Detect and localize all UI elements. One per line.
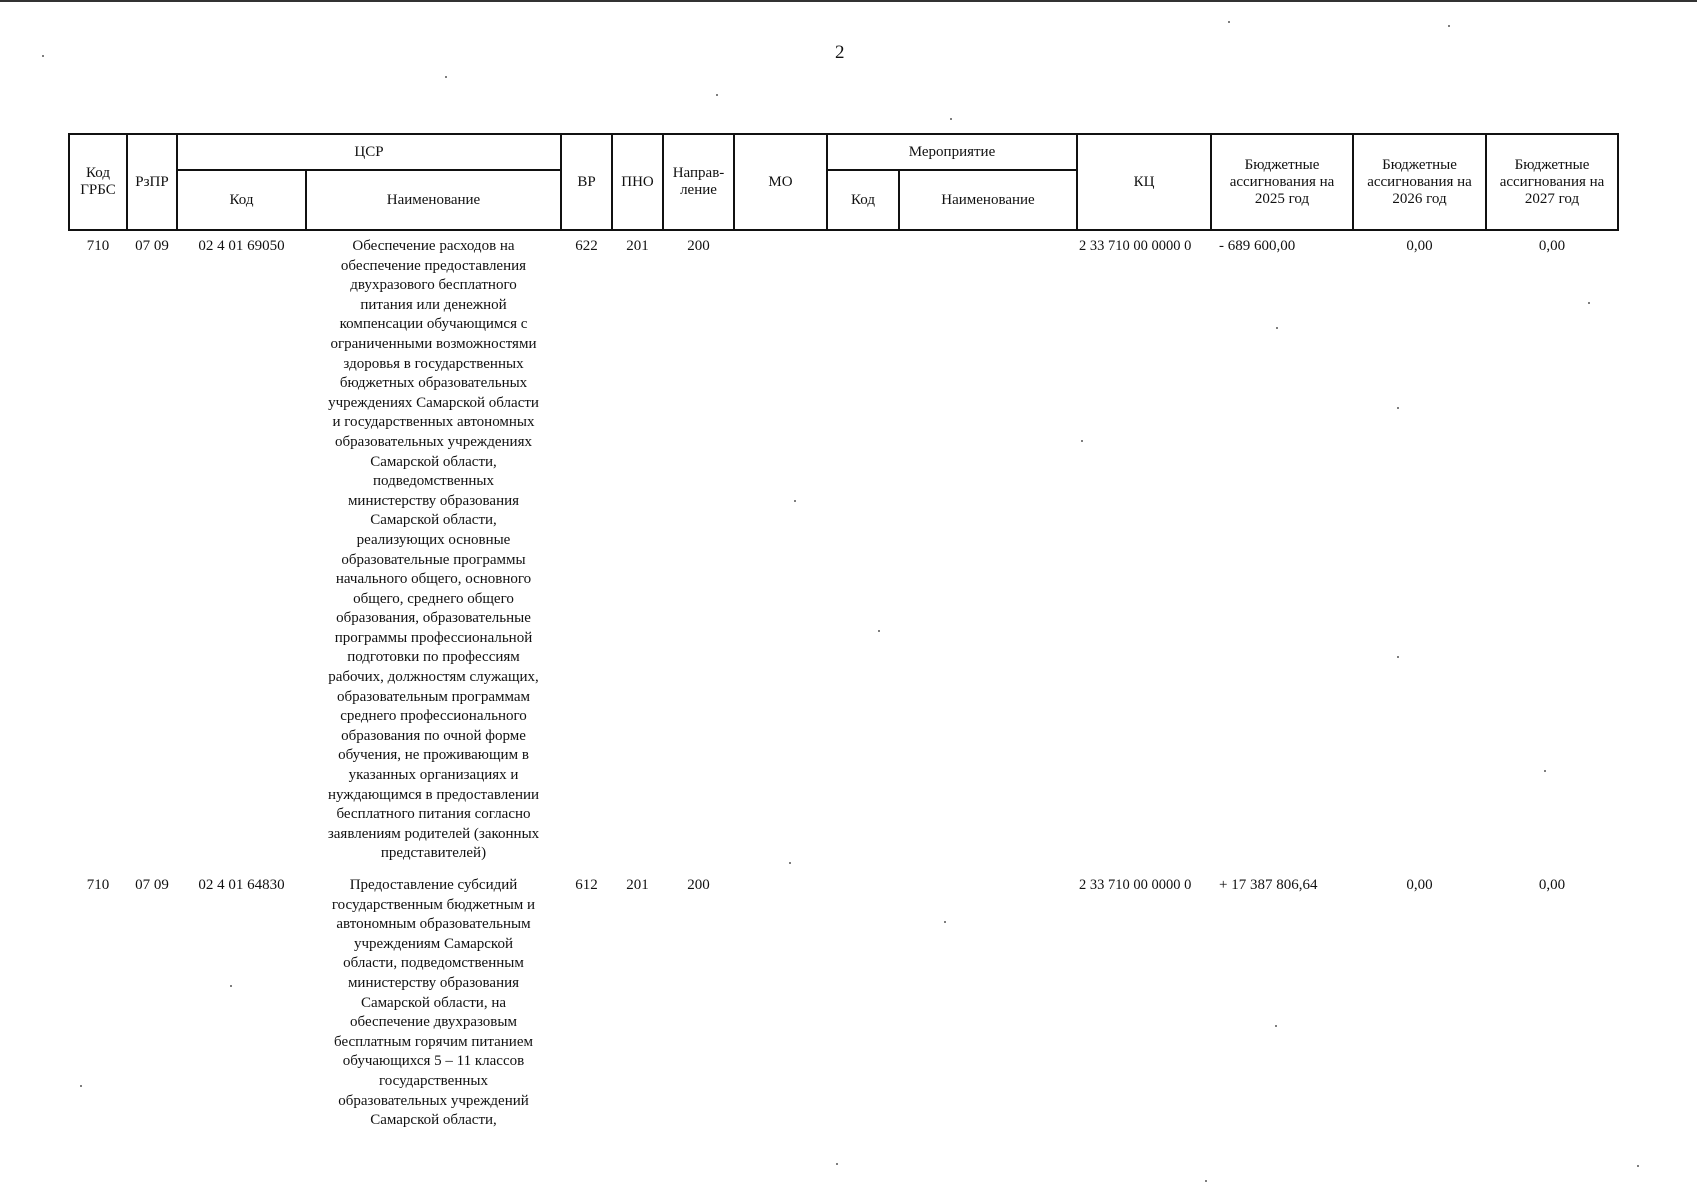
cell-mer-name [899,864,1077,1131]
cell-csr-name [306,864,561,1131]
name-line: государственных [379,1072,488,1089]
name-line: автономным образовательным [336,916,531,933]
scan-speck [716,94,718,96]
cell-budget-2027: 0,00 [1538,238,1566,254]
name-line: рабочих, должностям служащих, [328,669,539,686]
cell-rzpr: 07 09 [135,877,169,893]
name-line: образовательных учреждениях [335,433,532,450]
scan-speck [1448,25,1450,27]
name-line: обучения, не проживающим в [338,747,529,764]
scan-speck [1588,302,1590,304]
scan-speck [1205,1180,1207,1182]
name-line: образовательных учреждений [338,1092,529,1109]
name-line: обучающихся 5 – 11 классов [342,1053,525,1070]
scan-speck [950,118,952,120]
cell-mer-kod [827,230,899,864]
scan-speck [1544,770,1546,772]
name-line: компенсации обучающимся с [339,316,528,333]
scan-speck [794,500,796,502]
name-line: обеспечение двухразовым [350,1014,517,1031]
scan-speck [1275,1025,1277,1027]
cell-vr: 612 [575,877,598,893]
name-line: питания или денежной [360,296,507,313]
cell-csr-name [306,230,561,864]
name-line: представителей) [380,845,487,862]
cell-kc: 2 33 710 00 0000 0 [1079,238,1192,254]
name-line: бесплатного питания согласно [336,806,531,823]
name-line: министерству образования [347,492,520,509]
name-line: области, подведомственным [343,955,524,972]
scan-speck [944,921,946,923]
name-line: Предоставление субсидий [349,877,518,893]
name-line: начального общего, основного [335,571,532,588]
cell-budget-2026: 0,00 [1406,238,1433,254]
header-csr: ЦСР [177,134,561,170]
name-line: среднего профессионального [340,708,527,725]
budget-table [68,133,1619,1131]
name-line: образовательные программы [341,551,526,568]
name-line: заявлениям родителей (законных [327,825,540,842]
name-line: Обеспечение расходов на [352,238,515,254]
scan-speck [836,1163,838,1165]
cell-napravlenie: 200 [687,238,710,254]
header-mo: МО [734,134,827,230]
name-line: министерству образования [347,974,520,991]
name-line: нуждающимся в предоставлении [327,786,540,803]
cell-budget-2025: - 689 600,00 [1219,238,1296,254]
scan-speck [878,630,880,632]
header-budget-2026: Бюджетные ассигнования на 2026 год [1353,134,1486,230]
name-line: учреждениях Самарской области [328,394,539,411]
name-line: Самарской области, на [361,994,506,1011]
name-line: учреждениям Самарской [354,935,513,952]
cell-budget-2025: + 17 387 806,64 [1219,877,1318,893]
scan-speck [1081,440,1083,442]
scan-speck [445,76,447,78]
name-line: Самарской области, [370,453,497,470]
scan-speck [789,862,791,864]
cell-csr-kod: 02 4 01 64830 [198,877,285,893]
cell-pno: 201 [626,238,649,254]
header-mer-kod: Код [827,170,899,230]
cell-mo [734,230,827,864]
cell-mer-name [899,230,1077,864]
name-line: государственным бюджетным и [331,896,536,913]
scan-speck [1228,21,1230,23]
header-csr-name: Наименование [306,170,561,230]
name-line: реализующих основные [356,531,511,548]
cell-mer-kod [827,864,899,1131]
scan-speck [230,985,232,987]
header-csr-kod: Код [177,170,306,230]
name-line: образовательным программам [336,688,531,705]
cell-budget-2026: 0,00 [1406,877,1433,893]
name-line: указанных организациях и [348,767,519,784]
scan-speck [1397,656,1399,658]
header-meropriyatie: Мероприятие [827,134,1077,170]
cell-csr-kod: 02 4 01 69050 [198,238,285,254]
page-number: 2 [835,42,845,63]
table-body [69,230,1618,1131]
name-line: бесплатным горячим питанием [334,1033,533,1050]
name-line: программы профессиональной [334,629,533,646]
cell-rzpr: 07 09 [135,238,169,254]
cell-budget-2027: 0,00 [1538,877,1566,893]
table-row [69,230,1618,864]
name-line: Самарской области, [370,512,497,529]
header-budget-2027: Бюджетные ассигнования на 2027 год [1486,134,1618,230]
top-border-line [0,0,1697,2]
name-line: бюджетных образовательных [339,375,528,392]
table-row [69,864,1618,1131]
name-line: обеспечение предоставления [340,257,527,274]
cell-kc: 2 33 710 00 0000 0 [1079,877,1192,893]
cell-napravlenie: 200 [687,877,710,893]
name-line: образования по очной форме [341,727,526,744]
table-header [69,134,1618,230]
scan-speck [1637,1165,1639,1167]
header-pno: ПНО [612,134,663,230]
name-line: двухразового бесплатного [350,277,517,294]
header-napravlenie: Направ-ление [663,134,734,230]
name-line: образования, образовательные [336,610,531,627]
cell-grbs: 710 [86,238,110,254]
name-line: и государственных автономных [332,414,535,431]
header-vr: ВР [561,134,612,230]
name-line: подведомственных [372,473,495,490]
header-kod-grbs: Код ГРБС [69,134,127,230]
scan-speck [80,1085,82,1087]
name-line: ограниченными возможностями [330,335,537,352]
name-line: подготовки по профессиям [347,649,520,666]
header-rzpr: РзПР [127,134,177,230]
header-mer-name: Наименование [899,170,1077,230]
cell-vr: 622 [575,238,598,254]
name-line: общего, среднего общего [353,590,514,607]
header-budget-2025: Бюджетные ассигнования на 2025 год [1211,134,1353,230]
cell-grbs: 710 [86,877,110,893]
name-line: Самарской области, [370,1112,497,1129]
header-kc: КЦ [1077,134,1211,230]
scan-speck [1397,407,1399,409]
name-line: здоровья в государственных [343,355,524,372]
scan-speck [1276,327,1278,329]
scan-speck [42,55,44,57]
cell-mo [734,864,827,1131]
cell-pno: 201 [626,877,649,893]
